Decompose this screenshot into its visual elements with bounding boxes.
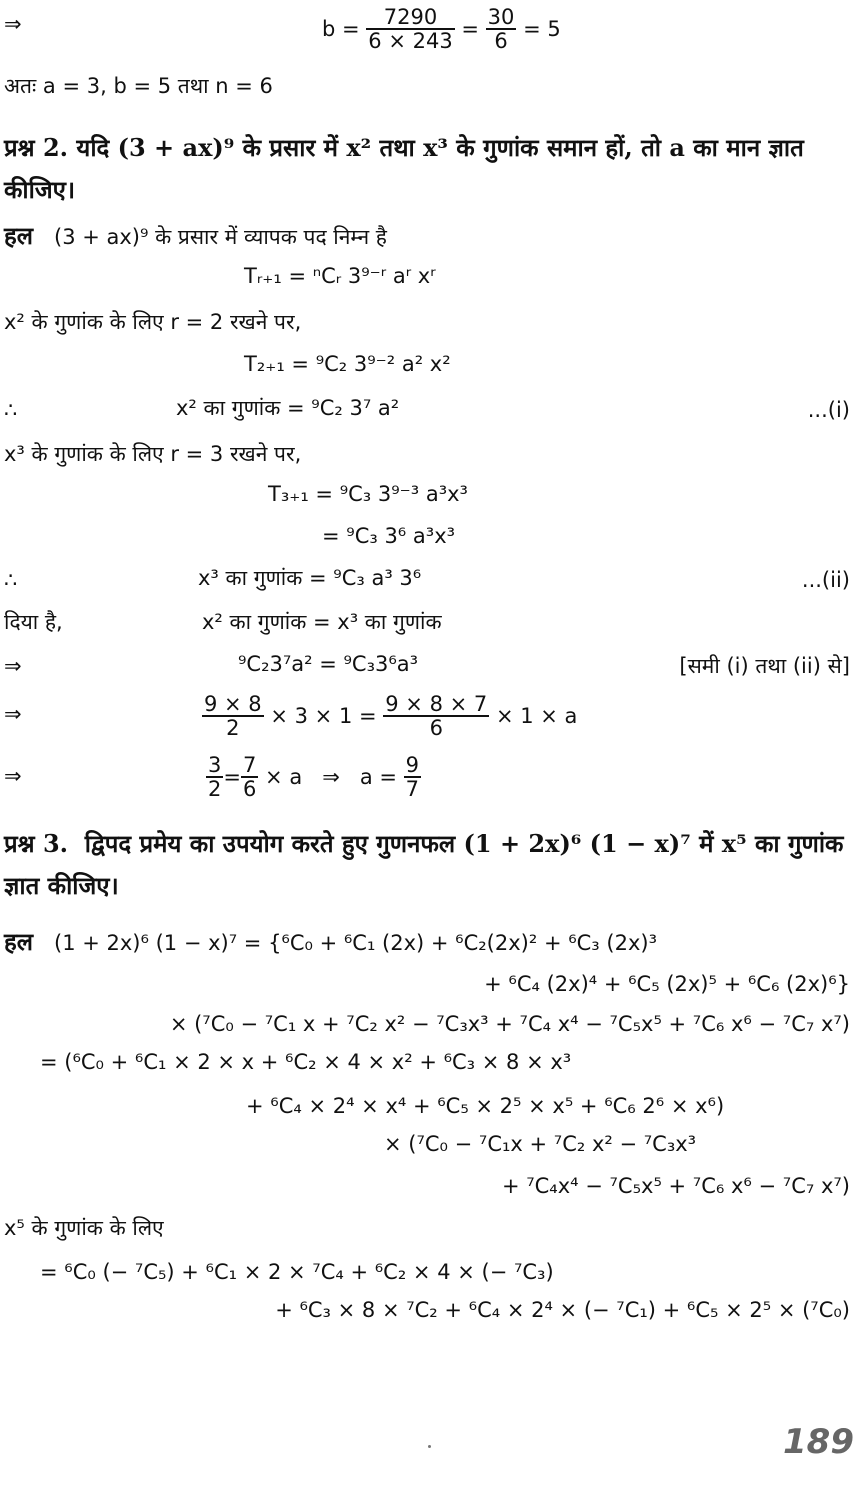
given-label: दिया है, [4, 610, 63, 634]
b-result: = 5 [523, 16, 561, 41]
implies-symbol: ⇒ [4, 764, 22, 788]
x2-coefficient: x² का गुणांक = ⁹C₂ 3⁷ a² [176, 396, 400, 420]
expansion-line-7: + ⁷C₄x⁴ − ⁷C₅x⁵ + ⁷C₆ x⁶ − ⁷C₇ x⁷) [501, 1174, 850, 1198]
therefore-symbol: ∴ [4, 568, 18, 592]
t4-term-simplified: = ⁹C₃ 3⁶ a³x³ [322, 524, 456, 548]
expansion-line-2: + ⁶C₄ (2x)⁴ + ⁶C₅ (2x)⁵ + ⁶C₆ (2x)⁶} [484, 972, 850, 996]
question-2-text: यदि (3 + ax)⁹ के प्रसार में x² तथा x³ के गुणांक समान हों, तो a का मान ज्ञात [76, 133, 804, 162]
result-line: अतः a = 3, b = 5 तथा n = 6 [4, 74, 273, 98]
fraction-numerator: 9 × 8 [204, 691, 262, 716]
solution-label: हल [4, 221, 34, 250]
page-number: 189 [783, 1422, 854, 1462]
fraction-9x8x7 [383, 693, 489, 739]
b-lhs: b = [322, 16, 360, 41]
t3-term: T₂₊₁ = ⁹C₂ 3⁹⁻² a² x² [244, 352, 451, 376]
solution-text: (3 + ax)⁹ के प्रसार में व्यापक पद निम्न है [54, 225, 387, 249]
question-2 [4, 133, 804, 162]
r2-line: x² के गुणांक के लिए r = 2 रखने पर, [4, 310, 302, 334]
question-3 [4, 829, 844, 858]
fraction-numerator: 30 [487, 4, 515, 29]
question-2-text-cont: कीजिए। [4, 175, 76, 204]
b-equation [322, 0, 561, 58]
expression-tail: × 1 × a [495, 703, 578, 728]
fraction-numerator: 7290 [366, 6, 454, 30]
expression-mid: × a ⇒ a = [265, 764, 397, 789]
coefficients-equal: x² का गुणांक = x³ का गुणांक [202, 610, 442, 634]
fraction-denominator: 6 × 243 [368, 29, 453, 53]
fraction-7-6 [241, 754, 258, 800]
expansion-line-3: × (⁷C₀ − ⁷C₁ x + ⁷C₂ x² − ⁷C₃x³ + ⁷C₄ x⁴ − ⁷C₅x⁵ + ⁷C₆ x⁶ − ⁷C₇ x⁷) [169, 1012, 850, 1036]
x5-coefficient-label: x⁵ के गुणांक के लिए [4, 1216, 164, 1240]
question-2-label: प्रश्न 2. [4, 133, 69, 162]
fraction-denominator: 7 [405, 777, 420, 801]
fraction-denominator: 6 [242, 777, 257, 801]
equals-sign: = [223, 764, 241, 789]
fraction-3-2 [206, 754, 223, 800]
fraction-numerator: 7 [242, 752, 257, 777]
solution-3-start [4, 927, 657, 956]
t4-term: T₃₊₁ = ⁹C₃ 3⁹⁻³ a³x³ [268, 482, 468, 506]
expansion-line-5: + ⁶C₄ × 2⁴ × x⁴ + ⁶C₅ × 2⁵ × x⁵ + ⁶C₆ 2⁶ × x⁶) [246, 1094, 725, 1118]
equation-combined: ⁹C₂3⁷a² = ⁹C₃3⁶a³ [238, 652, 419, 676]
fraction-denominator: 2 [226, 716, 240, 740]
eq-ref-ii: ...(ii) [801, 568, 850, 592]
implies-symbol: ⇒ [4, 12, 22, 36]
x5-sum-line-1: = ⁶C₀ (− ⁷C₅) + ⁶C₁ × 2 × ⁷C₄ + ⁶C₂ × 4 × (− ⁷C₃) [40, 1260, 554, 1284]
expression-mid: × 3 × 1 = [270, 703, 377, 728]
fraction-denominator: 6 [429, 716, 443, 740]
r3-line: x³ के गुणांक के लिए r = 3 रखने पर, [4, 442, 302, 466]
fraction-9x8 [202, 693, 264, 739]
general-term: Tᵣ₊₁ = ⁿCᵣ 3⁹⁻ʳ aʳ xʳ [244, 264, 436, 288]
fraction-denominator: 6 [494, 29, 508, 53]
expansion-line-1: (1 + 2x)⁶ (1 − x)⁷ = {⁶C₀ + ⁶C₁ (2x) + ⁶C₂(2x)² + ⁶C₃ (2x)³ [54, 931, 657, 955]
expansion-line-6: × (⁷C₀ − ⁷C₁x + ⁷C₂ x² − ⁷C₃x³ [384, 1132, 697, 1156]
fraction-denominator: 2 [208, 777, 222, 801]
implies-symbol: ⇒ [4, 702, 22, 726]
solution-label: हल [4, 927, 34, 956]
question-3-text: द्विपद प्रमेय का उपयोग करते हुए गुणनफल (1 + 2x)⁶ (1 − x)⁷ में x⁵ का गुणांक [84, 829, 844, 858]
fraction-30 [486, 6, 517, 52]
fraction-numerator: 9 [405, 752, 420, 777]
implies-symbol: ⇒ [4, 654, 22, 678]
question-3-text-cont: ज्ञात कीजिए। [4, 871, 119, 900]
fraction-numerator: 9 × 8 × 7 [385, 691, 488, 716]
equals-sign: = [461, 16, 479, 41]
eq-ref-combined: [समी (i) तथा (ii) से] [679, 654, 850, 678]
question-3-label: प्रश्न 3. [4, 829, 69, 858]
expanded-equation [202, 688, 577, 744]
x5-sum-line-2: + ⁶C₃ × 8 × ⁷C₂ + ⁶C₄ × 2⁴ × (− ⁷C₁) + ⁶C₅ × 2⁵ × (⁷C₀) [275, 1298, 850, 1322]
expansion-line-4: = (⁶C₀ + ⁶C₁ × 2 × x + ⁶C₂ × 4 × x² + ⁶C₃ × 8 × x³ [40, 1050, 572, 1074]
final-equation [206, 748, 421, 806]
x3-coefficient: x³ का गुणांक = ⁹C₃ a³ 3⁶ [198, 566, 422, 590]
fraction-numerator: 3 [208, 752, 222, 777]
fraction-9-7 [404, 754, 421, 800]
print-speck [428, 1445, 431, 1448]
fraction-7290 [366, 6, 454, 52]
therefore-symbol: ∴ [4, 398, 18, 422]
eq-ref-i: ...(i) [807, 398, 850, 422]
solution-2-start [4, 221, 387, 250]
